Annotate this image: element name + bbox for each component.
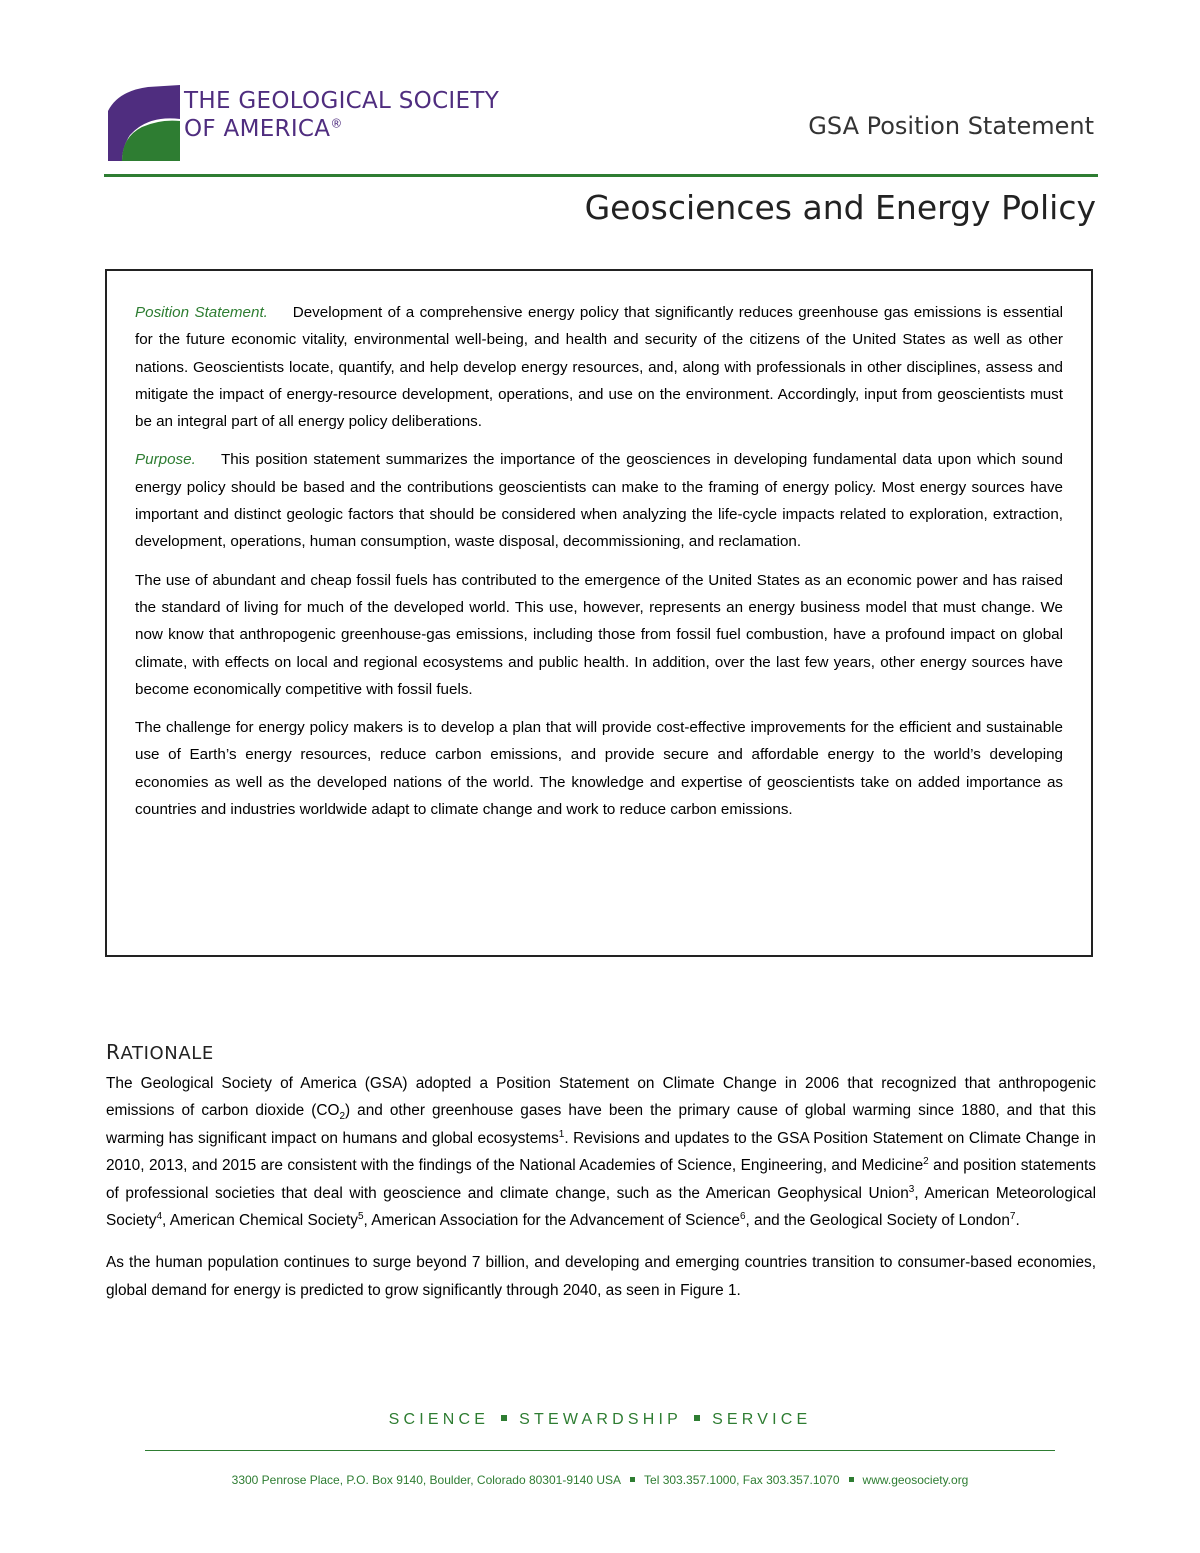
motto-stewardship: STEWARDSHIP <box>519 1411 683 1428</box>
document-type-label: GSA Position Statement <box>808 112 1094 140</box>
footnote-ref-7: 7 <box>1009 1210 1016 1222</box>
footer-address: 3300 Penrose Place, P.O. Box 9140, Boulder, Colorado 80301-9140 USA <box>231 1473 622 1487</box>
square-bullet-icon <box>849 1477 854 1482</box>
purpose-lead: Purpose. <box>135 451 196 469</box>
org-name <box>184 87 499 143</box>
motto-science: SCIENCE <box>388 1411 490 1428</box>
position-statement-box <box>105 269 1093 957</box>
footer-phone: Tel 303.357.1000, Fax 303.357.1070 <box>644 1473 840 1487</box>
footer-website-link[interactable]: www.geosociety.org <box>862 1473 969 1487</box>
footer-contact <box>0 1473 1200 1487</box>
gsa-logo-mark-icon <box>108 85 180 161</box>
footnote-ref-2: 2 <box>923 1156 929 1168</box>
footnote-ref-5: 5 <box>357 1210 364 1222</box>
square-bullet-icon <box>501 1415 507 1421</box>
gsa-logo <box>108 85 528 163</box>
footnote-ref-4: 4 <box>156 1210 163 1222</box>
rationale-heading: RATIONALE <box>106 1040 214 1064</box>
footnote-ref-6: 6 <box>739 1210 746 1222</box>
square-bullet-icon <box>694 1415 700 1421</box>
challenge-paragraph: The challenge for energy policy makers is to develop a plan that will provide cost-effective improvements for the efficient and sustainable use of Earth’s energy resources, reduce carbon emissions, and provide secure and affordable energy to the world’s developing economies as well as the developed nations of the world. The knowledge and expertise of geoscientists take on added importance as countries and industries worldwide adapt to climate change and work to reduce carbon emissions. <box>135 719 1063 819</box>
position-paragraph <box>135 299 1063 435</box>
fossil-fuels-paragraph: The use of abundant and cheap fossil fuels has contributed to the emergence of the United States as an economic power and has raised the standard of living for much of the developed world. This use, however, represents an energy business model that must change. We now know that anthropogenic greenhouse-gas emissions, including those from fossil fuel combustion, have a profound impact on global climate, with effects on local and regional ecosystems and public health. In addition, over the last few years, other energy sources have become economically competitive with fossil fuels. <box>135 571 1063 698</box>
position-text: Development of a comprehensive energy policy that significantly reduces greenhouse gas emissions is essential for the future economic vitality, environmental well-being, and health and security of the citizens of the United States as well as other nations. Geoscientists locate, quantify, and help develop energy resources, and, along with professionals in other disciplines, assess and mitigate the impact of energy-resource development, operations, and use on the environment. Accordingly, input from geoscientists must be an integral part of all energy policy deliberations. <box>135 304 1063 431</box>
footnote-ref-3: 3 <box>908 1183 915 1195</box>
motto-service: SERVICE <box>712 1411 812 1428</box>
purpose-text: This position statement summarizes the importance of the geosciences in developing fundamental data upon which sound energy policy should be based and the contributions geoscientists can make to the framing of energy policy. Most energy sources have important and distinct geologic factors that should be considered when analyzing the life-cycle impacts related to exploration, extraction, development, operations, human consumption, waste disposal, decommissioning, and reclamation. <box>135 451 1063 551</box>
rationale-paragraph-2: As the human population continues to surge beyond 7 billion, and developing and emerging countries transition to consumer-based economies, global demand for energy is predicted to grow significantly through 2040, as seen in Figure 1. <box>106 1254 1096 1299</box>
footer-divider <box>145 1450 1055 1451</box>
rationale-paragraph-1: The Geological Society of America (GSA) adopted a Position Statement on Climate Change in 2006 that recognized that anthropogenic emissions of carbon dioxide $(CO_2)$ and other greenhouse gases have been the primary cause of global warming since 1880, and that this warming has significant impact on humans and global ecosystems$^1$. Revisions and updates to the GSA Position Statement on Climate Change in 2010, 2013, and 2015 are consistent with the findings of the National Academies of Science, Engineering, and Medicine$^2$ and position statements of professional societies that deal with geoscience and climate change, such as the American Geophysical Union$^3$, American Meteorological Society$^4$, American Chemical Society$^5$, American Association for the Advancement of Science$^6$, and the Geological Society of London$^7$. <box>106 1075 1097 1230</box>
position-lead: Position Statement. <box>135 304 268 321</box>
registered-mark: ® <box>330 116 343 131</box>
purpose-paragraph <box>135 446 1063 555</box>
page-title: Geosciences and Energy Policy <box>584 188 1096 227</box>
footnote-ref-1: 1 <box>558 1128 565 1140</box>
org-name-line1: THE GEOLOGICAL SOCIETY <box>184 88 500 114</box>
rationale-section <box>106 1040 1096 1319</box>
footer-motto <box>0 1411 1200 1429</box>
square-bullet-icon <box>630 1477 635 1482</box>
org-name-line2: OF AMERICA <box>184 116 331 142</box>
header-divider <box>104 174 1098 177</box>
